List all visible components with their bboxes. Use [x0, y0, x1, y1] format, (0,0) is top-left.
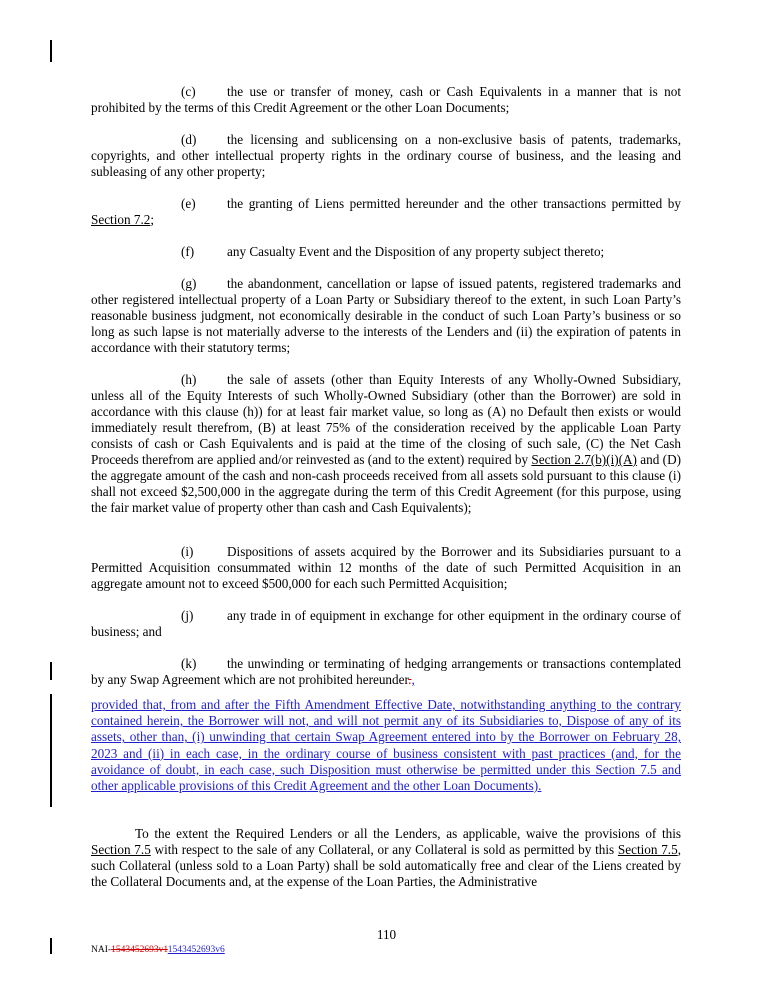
- clause-d: [91, 132, 681, 180]
- proviso-paragraph: provided that, from and after the Fifth Amendment Effective Date, notwithstanding anything to the contrary contained herein, the Borrower will not, and will not permit any of its Subsidiaries to, Dispose of any of its assets, other than, (i) unwinding that certain Swap Agreement entered into by the Borrower on February 28, 2023 and (ii) in each case, in the ordinary course of business consistent with past practices (and, for the avoidance of doubt, in each case, such Disposition must otherwise be permitted under this Section 7.5 and other applicable provisions of this Credit Agreement and the other Loan Documents).: [91, 697, 681, 794]
- final-text-3: , such Collateral (unless sold to a Loan Party) shall be sold automatically free and clear of the Liens created by the Collateral Documents and, at the expense of the Loan Parties, the Administrative: [91, 842, 681, 889]
- doc-id-prefix: NAI-: [91, 945, 112, 955]
- clause-g-text: the abandonment, cancellation or lapse of issued patents, registered trademarks and other registered intellectual property of a Loan Party or Subsidiary thereof to the extent, in such Loan Party’s reasonable business judgment, not economically desirable in the conduct of such Loan Party’s business or so long as such lapse is not materially adverse to the interests of the Lenders and (ii) the expiration of patents in accordance with their statutory terms;: [91, 276, 681, 355]
- clause-j-text: any trade in of equipment in exchange for other equipment in the ordinary course of business; and: [91, 608, 681, 639]
- clause-c-label: (c): [181, 84, 196, 99]
- clause-j-label: (j): [181, 608, 194, 623]
- change-bar-k: [50, 662, 52, 680]
- doc-id-inserted: 1543452693v6: [167, 945, 225, 955]
- section-7-5-link-1[interactable]: Section 7.5: [91, 842, 151, 857]
- clause-j: [91, 608, 681, 640]
- clause-k-text: the unwinding or terminating of hedging arrangements or transactions contemplated by any Swap Agreement which are not prohibited hereunder: [91, 656, 681, 687]
- final-text-2: with respect to the sale of any Collateral, or any Collateral is sold as permitted by this: [150, 842, 618, 857]
- page-number: 110: [376, 927, 397, 942]
- clause-i: [91, 544, 681, 592]
- clause-c: [91, 84, 681, 116]
- final-text-1: To the extent the Required Lenders or all the Lenders, as applicable, waive the provisions of this: [135, 826, 681, 841]
- clause-e-end: ;: [150, 212, 155, 227]
- clause-f-text: any Casualty Event and the Disposition of any property subject thereto;: [227, 244, 605, 259]
- document-id: [91, 945, 225, 955]
- clause-k: [91, 656, 681, 688]
- clause-h: [91, 372, 681, 516]
- clause-h-label: (h): [181, 372, 197, 387]
- clause-f-label: (f): [181, 244, 195, 259]
- clause-e-label: (e): [181, 196, 196, 211]
- section-7-2-link[interactable]: Section 7.2: [91, 212, 151, 227]
- clause-i-text: Dispositions of assets acquired by the Borrower and its Subsidiaries pursuant to a Permitted Acquisition consummated within 12 months of the date of such Permitted Acquisition in an aggregate amount not to exceed $500,000 for each such Permitted Acquisition;: [91, 544, 681, 591]
- clause-h-text: the sale of assets (other than Equity Interests of any Wholly-Owned Subsidiary, unless all of the Equity Interests of such Wholly-Owned Subsidiary (other than the Borrower) are sold in accordance with this clause (h)) for at least fair market value, so long as (A) no Default then exists or would immediately result therefrom, (B) at least 75% of the consideration received by the applicable Loan Party consists of cash or Cash Equivalents and is paid at the time of the closing of such sale, (C) the Net Cash Proceeds therefrom are applied and/or reinvested as (and to the extent) required by: [91, 372, 681, 467]
- clause-g-label: (g): [181, 276, 197, 291]
- clause-d-text: the licensing and sublicensing on a non-exclusive basis of patents, trademarks, copyrights, and other intellectual property rights in the ordinary course of business, and the leasing and subleasing of any other property;: [91, 132, 681, 179]
- inserted-mark: ,: [411, 672, 415, 687]
- clause-h-text-end: and (D) the aggregate amount of the cash and non-cash proceeds received from all assets sold pursuant to this clause (i) shall not exceed $2,500,000 in the aggregate during the term of this Credit Agreement (for this purpose, using the fair market value of property other than cash and Cash Equivalents);: [91, 452, 681, 515]
- clause-f: [91, 244, 681, 260]
- clause-c-text: the use or transfer of money, cash or Cash Equivalents in a manner that is not prohibited by the terms of this Credit Agreement or the other Loan Documents;: [91, 84, 681, 115]
- clause-g: [91, 276, 681, 356]
- clause-e-text: the granting of Liens permitted hereunder and the other transactions permitted by: [227, 196, 681, 211]
- clause-k-label: (k): [181, 656, 197, 671]
- final-paragraph: [91, 826, 681, 890]
- clause-i-label: (i): [181, 544, 194, 559]
- clause-d-label: (d): [181, 132, 197, 147]
- section-7-5-link-2[interactable]: Section 7.5: [617, 842, 678, 857]
- change-bar-top: [50, 40, 52, 62]
- doc-id-deleted: 1543452693v1: [111, 945, 168, 955]
- section-2-7-link[interactable]: Section 2.7(b)(i)(A): [531, 452, 637, 467]
- deleted-mark: .: [408, 672, 412, 687]
- clause-e: [91, 196, 681, 228]
- change-bar-proviso: [50, 694, 52, 807]
